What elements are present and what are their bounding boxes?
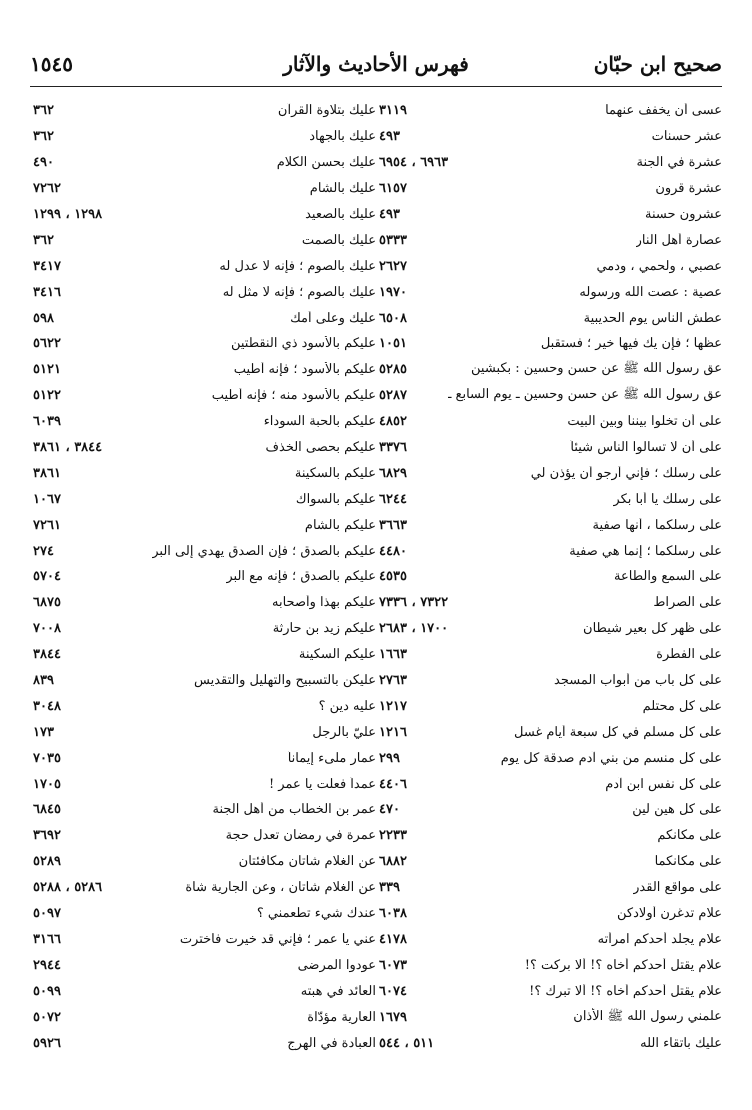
entry-text: عودوا المرضى: [297, 957, 376, 973]
index-entry: [377, 590, 722, 616]
index-entry: [31, 512, 376, 538]
entry-text: عشرة في الجنة: [636, 155, 722, 171]
entry-text: على مواقع القدر: [633, 880, 722, 896]
entry-text: على كل مسلم في كل سبعة أيام غسل: [514, 724, 722, 740]
entry-reference: ٥٠٧٢: [33, 1009, 61, 1025]
entry-text: عليكم بالأسود ذي النقطتين: [230, 336, 376, 352]
entry-text: عمار ملىء إيماناً: [287, 750, 376, 766]
entry-reference: ٥٣٣٣: [379, 232, 407, 248]
entry-reference: ٤٨٥٢: [379, 414, 407, 430]
index-entry: [31, 901, 376, 927]
entry-reference: ٥١٢٢: [33, 388, 61, 404]
index-entry: [377, 176, 722, 202]
entry-text: العارية مؤدّاة: [307, 1009, 376, 1025]
entry-reference: ١٢٩٨ ، ١٢٩٩: [33, 207, 103, 222]
index-entry: [377, 202, 722, 228]
entry-reference: ٦١٥٧: [379, 181, 407, 197]
entry-text: على كل نفس ابن آدم: [605, 776, 722, 792]
entry-reference: ٦٠٣٩: [33, 414, 61, 430]
entry-reference: ٦٨٤٥: [33, 802, 61, 818]
entry-text: عليكم بالسكينة: [294, 465, 376, 481]
index-entry: [31, 927, 376, 953]
entry-text: عليك بالصوم ؛ فإنه لا عدل له: [219, 258, 376, 274]
index-entry: [377, 227, 722, 253]
entry-reference: ٥٩٨: [33, 310, 54, 326]
entry-text: عليكم بالحبة السوداء: [263, 414, 376, 430]
entry-reference: ٢٧٦٣: [379, 673, 407, 689]
entry-text: عليك بالصعيد: [305, 207, 376, 222]
index-entry: [377, 435, 722, 461]
entry-text: على كل هين لين: [632, 802, 722, 818]
entry-text: عظها ؛ فإن يك فيها خير ؛ فستقبل: [540, 336, 722, 352]
index-entry: [377, 564, 722, 590]
index-entry: [377, 616, 722, 642]
entry-text: عن الغلام شاتان ، وعن الجارية شاة: [185, 880, 376, 896]
entry-text: عليكم السكينة: [298, 647, 376, 663]
index-entry: [31, 564, 376, 590]
index-entry: [377, 745, 722, 771]
entry-text: على كل باب من أبواب المسجد: [554, 673, 722, 689]
index-entry: [377, 668, 722, 694]
entry-reference: ١٠٥١: [379, 336, 407, 352]
index-entry: [377, 486, 722, 512]
index-entry: [31, 875, 376, 901]
index-entry: [31, 150, 376, 176]
entry-reference: ٦٨٨٢: [379, 854, 407, 870]
entry-reference: ٥٩٢٦: [33, 1035, 61, 1051]
index-entry: [31, 538, 376, 564]
index-entry: [31, 693, 376, 719]
entry-text: العبادة في الهرج: [287, 1035, 376, 1051]
entry-text: عليكم بحصى الخذف: [265, 440, 376, 456]
entry-reference: ٣٦٩٢: [33, 828, 61, 844]
index-entry: [377, 719, 722, 745]
entry-text: عشرة قرون: [655, 181, 722, 197]
index-entry: [377, 383, 722, 409]
entry-text: على مكانكم: [657, 828, 722, 844]
entry-text: علام تدغرن أولادكن: [617, 906, 722, 922]
entry-text: على أن لا تسألوا الناس شيئاً: [570, 440, 722, 456]
index-entry: [31, 279, 376, 305]
index-entry: [31, 383, 376, 409]
entry-reference: ١٧٣: [33, 724, 54, 740]
index-entry: [377, 357, 722, 383]
index-entry: [31, 719, 376, 745]
section-title: فهرس الأحاديث والآثار: [283, 52, 469, 76]
entry-text: عمداً فعلت يا عمر !: [268, 776, 376, 792]
entry-reference: ٣٣٧٦: [379, 440, 407, 456]
index-entry: [377, 253, 722, 279]
index-entry: [377, 538, 722, 564]
index-entry: [377, 409, 722, 435]
index-entry: [31, 460, 376, 486]
entry-reference: ٢٦٢٧: [379, 258, 407, 274]
index-entry: [377, 642, 722, 668]
entry-reference: ٣٣٩: [379, 880, 400, 896]
entry-reference: ٤٤٠٦: [379, 776, 407, 792]
entry-reference: ٣٦٦٣: [379, 517, 407, 533]
entry-text: على كل منسم من بني آدم صدقة كل يوم: [500, 750, 722, 766]
index-entry: [31, 849, 376, 875]
entry-reference: ٥٢٨٩: [33, 854, 61, 870]
entry-reference: ١٩٧٠: [379, 284, 407, 300]
entry-reference: ٢٧٤: [33, 543, 54, 559]
entry-reference: ٦٢٤٤: [379, 491, 407, 507]
entry-reference: ٧٠٣٥: [33, 750, 61, 766]
index-entry: [377, 124, 722, 150]
entry-text: عليكم بالصدق ؛ فإنه مع البر: [226, 569, 376, 585]
entry-reference: ٣٠٤٨: [33, 698, 61, 714]
entry-text: عليكم زيد بن حارثة: [272, 621, 376, 637]
entry-reference: ٧٢٦٢: [33, 181, 61, 197]
entry-reference: ٣٦٢: [33, 103, 54, 119]
entry-text: على رسلكما ؛ إنما هي صفية: [569, 543, 722, 559]
entry-reference: ٣١١٩: [379, 103, 407, 119]
index-entry: [377, 693, 722, 719]
entry-reference: ٤٩٣: [379, 207, 400, 222]
entry-reference: ٧٢٦١: [33, 517, 61, 533]
entry-reference: ١٢١٧: [379, 698, 407, 714]
entry-text: علام يقتل أحدكم أخاه ؟! ألا بركت ؟!: [524, 957, 722, 973]
entry-reference: ٣٦٢: [33, 129, 54, 145]
index-entry: [31, 331, 376, 357]
entry-text: عليك بالصمت: [301, 232, 376, 248]
entry-text: علمني رسول الله ﷺ الأذان: [573, 1008, 722, 1024]
entry-reference: ١٧٠٠ ، ٢٦٨٣: [379, 621, 449, 637]
entry-reference: ١٦٧٩: [379, 1009, 407, 1025]
entry-reference: ٢٢٣٣: [379, 828, 407, 844]
entry-text: عليكن بالتسبيح والتهليل والتقديس: [194, 673, 376, 689]
entry-text: على رسلك ؛ فإني أرجو أن يؤذن لي: [530, 465, 722, 481]
index-entry: [377, 823, 722, 849]
index-entry: [377, 901, 722, 927]
index-entry: [31, 590, 376, 616]
entry-reference: ٣٨٤٤: [33, 647, 61, 663]
index-entry: [377, 771, 722, 797]
index-entry: [377, 952, 722, 978]
index-entry: [377, 305, 722, 331]
index-entry: [31, 124, 376, 150]
entry-text: عليكم بالأسود منه ؛ فإنه أطيب: [211, 388, 376, 404]
entry-reference: ٦٨٧٥: [33, 595, 61, 611]
index-entry: [31, 409, 376, 435]
index-entry: [377, 1030, 722, 1056]
index-entry: [31, 823, 376, 849]
index-entry: [377, 331, 722, 357]
entry-reference: ٦٨٢٩: [379, 465, 407, 481]
entry-reference: ٦٥٠٨: [379, 310, 407, 326]
entry-text: عمر بن الخطاب من أهل الجنة: [212, 802, 376, 818]
index-entry: [377, 927, 722, 953]
index-entry: [377, 512, 722, 538]
entry-text: عليك بحسن الكلام: [276, 155, 376, 171]
entry-text: عليك بالشام: [309, 181, 376, 197]
index-entry: [31, 227, 376, 253]
entry-text: عمرة في رمضان تعدل حجة: [225, 828, 376, 844]
entry-reference: ٤٧٠: [379, 802, 400, 818]
index-entry: [377, 150, 722, 176]
index-entry: [377, 875, 722, 901]
entry-reference: ٣٨٤٤ ، ٣٨٦١: [33, 440, 103, 456]
entry-reference: ٣١٦٦: [33, 931, 61, 947]
index-entry: [31, 1030, 376, 1056]
entry-reference: ٣٨٦١: [33, 465, 61, 481]
index-entry: [31, 1004, 376, 1030]
index-entry: [377, 460, 722, 486]
entry-reference: ٥١١ ، ٥٤٤: [379, 1035, 435, 1051]
index-entry: [31, 978, 376, 1004]
entry-text: على كل محتلم: [642, 698, 722, 714]
entry-text: عق رسول الله ﷺ عن حسن وحسين : بكبشين: [471, 361, 722, 377]
entry-reference: ٧٣٢٢ ، ٧٣٣٦: [379, 595, 449, 611]
entry-text: عصبي ، ولحمي ، ودمي: [596, 258, 722, 274]
entry-reference: ٥٠٩٩: [33, 983, 61, 999]
entry-text: على مكانكما: [654, 854, 722, 870]
entry-text: عليكم بهذا وأصحابه: [272, 595, 376, 611]
index-entry: [31, 668, 376, 694]
index-entry: [31, 616, 376, 642]
index-entry: [31, 357, 376, 383]
entry-reference: ٤٥٣٥: [379, 569, 407, 585]
index-entry: [31, 745, 376, 771]
index-entry: [31, 797, 376, 823]
entry-reference: ٥٧٠٤: [33, 569, 61, 585]
index-entry: [31, 98, 376, 124]
index-entry: [377, 849, 722, 875]
entry-text: علام يجلد أحدكم امرأته: [597, 931, 722, 947]
index-column-left: [31, 98, 376, 1056]
index-entry: [31, 771, 376, 797]
entry-reference: ٧٠٠٨: [33, 621, 61, 637]
entry-text: عليك بتلاوة القرآن: [277, 103, 376, 119]
entry-reference: ٢٩٤٤: [33, 957, 61, 973]
index-entry: [31, 176, 376, 202]
entry-text: عصارة أهل النار: [635, 232, 722, 248]
header-rule: [30, 86, 722, 87]
index-entry: [31, 642, 376, 668]
entry-reference: ٦٠٧٤: [379, 983, 407, 999]
entry-reference: ٣٤١٦: [33, 284, 61, 300]
entry-text: عليكم بالأسود ؛ فإنه أطيب: [233, 362, 376, 378]
entry-reference: ١٧٠٥: [33, 776, 61, 792]
entry-text: عني يا عمر ؛ فإني قد خيرت فاخترت: [179, 931, 376, 947]
entry-text: على ظهر كل بعير شيطان: [583, 621, 722, 637]
entry-text: العائد في هبته: [300, 983, 376, 999]
entry-text: عندك شيء تطعمني ؟: [256, 906, 376, 922]
entry-text: عسى أن يخفف عنهما: [605, 103, 722, 119]
entry-text: عليك وعلى أمك: [290, 310, 376, 326]
index-entry: [31, 305, 376, 331]
entry-reference: ١٦٦٣: [379, 647, 407, 663]
entry-reference: ٨٣٩: [33, 673, 54, 689]
entry-text: عصية : عصت الله ورسوله: [579, 284, 722, 300]
page-header: [30, 44, 722, 84]
entry-reference: ١٢١٦: [379, 724, 407, 740]
entry-text: عليه دين ؟: [318, 698, 376, 714]
entry-reference: ٦٠٧٣: [379, 957, 407, 973]
index-entry: [31, 952, 376, 978]
entry-text: على السمع والطاعة: [614, 569, 722, 585]
entry-reference: ٥٢٨٧: [379, 388, 407, 404]
entry-text: عشرون حسنة: [644, 207, 722, 222]
index-entry: [377, 978, 722, 1004]
entry-reference: ٦٩٦٣ ، ٦٩٥٤: [379, 155, 449, 171]
entry-reference: ٥٦٢٢: [33, 336, 61, 352]
entry-reference: ٤٤٨٠: [379, 543, 407, 559]
entry-text: على الفطرة: [656, 647, 722, 663]
entry-text: عليّ بالرجل: [312, 724, 376, 740]
index-entry: [31, 486, 376, 512]
entry-text: عليك بالجهاد: [309, 129, 376, 145]
entry-text: عليكم بالشام: [304, 517, 376, 533]
entry-text: على رسلكما ، أنها صفية: [592, 517, 722, 533]
index-entry: [377, 279, 722, 305]
index-entry: [377, 98, 722, 124]
index-entry: [31, 435, 376, 461]
index-entry: [377, 797, 722, 823]
index-entry: [31, 253, 376, 279]
entry-reference: ٤٩٠: [33, 155, 54, 171]
entry-reference: ١٠٦٧: [33, 491, 61, 507]
entry-text: عليكم بالسواك: [295, 491, 376, 507]
index-entry: [377, 1004, 722, 1030]
entry-text: عليك بالصوم ؛ فإنه لا مثل له: [222, 284, 376, 300]
entry-reference: ٤١٧٨: [379, 931, 407, 947]
entry-reference: ٢٩٩: [379, 750, 400, 766]
entry-text: عق رسول الله ﷺ عن حسن وحسين ـ يوم السابع ـ: [447, 387, 722, 403]
entry-text: عشر حسنات: [651, 129, 722, 145]
entry-reference: ٣٦٢: [33, 232, 54, 248]
entry-reference: ٤٩٣: [379, 129, 400, 145]
entry-reference: ٥١٢١: [33, 362, 61, 378]
entry-text: عطش الناس يوم الحديبية: [583, 310, 722, 326]
entry-reference: ٥٢٨٥: [379, 362, 407, 378]
entry-text: على الصراط: [653, 595, 722, 611]
entry-text: على أن تخلوا بيننا وبين البيت: [567, 414, 722, 430]
entry-text: على رسلك يا أبا بكر: [613, 491, 722, 507]
entry-reference: ٣٤١٧: [33, 258, 61, 274]
index-entry: [31, 202, 376, 228]
book-title: صحيح ابن حبّان: [593, 52, 722, 76]
entry-text: عليك باتقاء الله: [640, 1035, 722, 1051]
entry-text: عليكم بالصدق ؛ فإن الصدق يهدي إلى البر: [152, 543, 376, 559]
entry-text: عن الغلام شاتان مكافئتان: [238, 854, 376, 870]
index-column-right: [377, 98, 722, 1056]
page-number: ١٥٤٥: [30, 52, 73, 76]
entry-reference: ٥٠٩٧: [33, 906, 61, 922]
entry-reference: ٦٠٣٨: [379, 906, 407, 922]
entry-reference: ٥٢٨٦ ، ٥٢٨٨: [33, 880, 103, 896]
entry-text: علام يقتل أحدكم أخاه ؟! ألا تبرك ؟!: [529, 983, 722, 999]
